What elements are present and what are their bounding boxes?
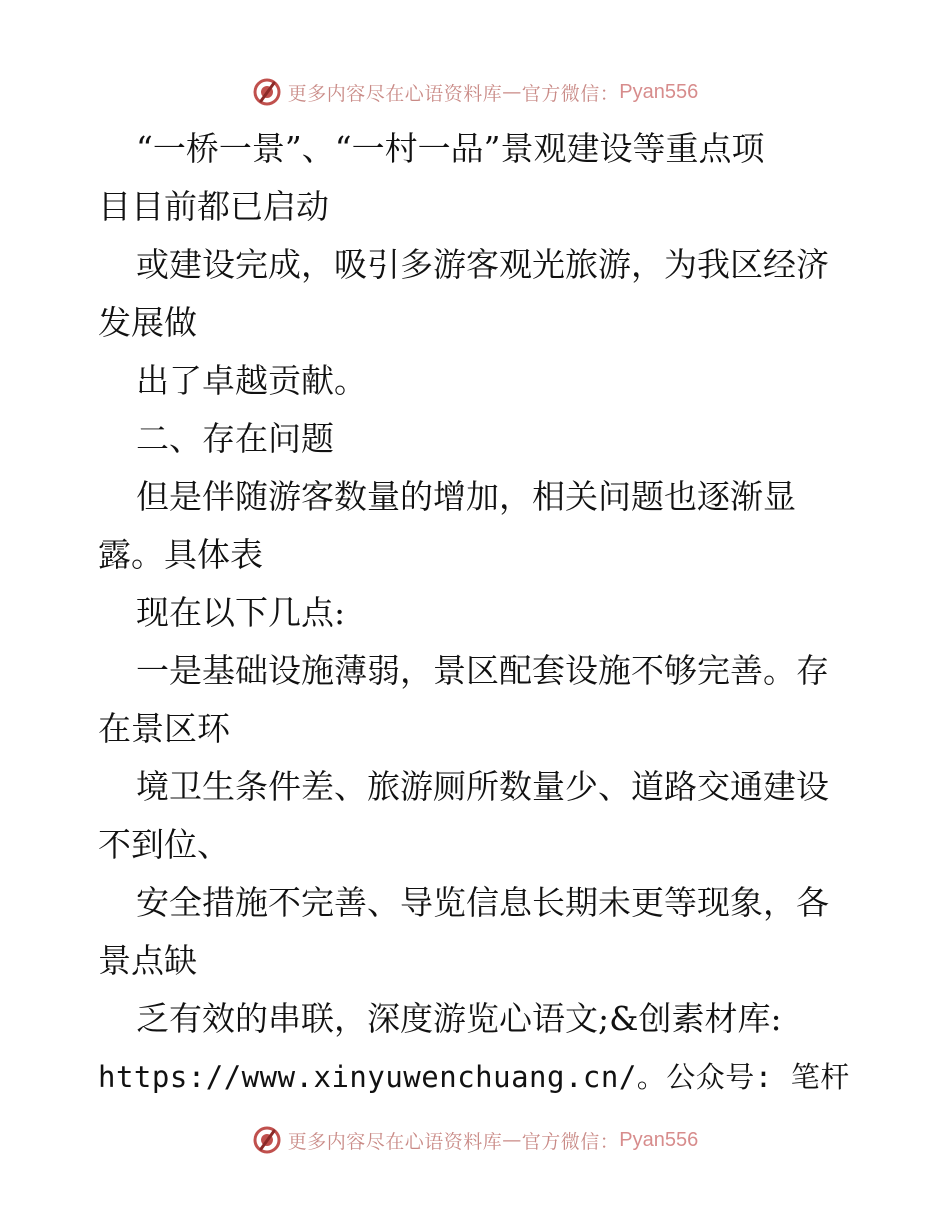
section-heading: 二、存在问题 xyxy=(136,419,334,458)
footer-watermark-banner xyxy=(0,1118,950,1162)
text-line: 或建设完成，吸引多游客观光旅游，为我区经济 xyxy=(136,245,829,284)
footer-watermark-id: Pyan556 xyxy=(619,1128,699,1151)
url-line: https://www.xinyuwenchuang.cn/。公众号: 笔杆 xyxy=(98,1060,850,1094)
footer-watermark-label: 官方微信： xyxy=(521,1130,620,1153)
pen-circle-logo-icon xyxy=(252,77,282,107)
text-line: 出了卓越贡献。 xyxy=(136,361,367,400)
text-line: 发展做 xyxy=(98,303,197,342)
footer-watermark-text: 更多内容尽在心语资料库 xyxy=(287,1130,503,1153)
text-line: “一桥一景”、“一村一品”景观建设等重点项 xyxy=(136,129,765,168)
text-line: 露。具体表 xyxy=(98,535,263,574)
text-line: 景点缺 xyxy=(98,941,197,980)
header-watermark-separator: — xyxy=(502,81,522,103)
document-body xyxy=(98,120,858,1106)
text-line: 安全措施不完善、导览信息长期未更等现象，各 xyxy=(136,883,829,922)
text-line: 现在以下几点: xyxy=(136,593,346,632)
text-line: 目目前都已启动 xyxy=(98,187,329,226)
text-line: 境卫生条件差、旅游厕所数量少、道路交通建设 xyxy=(136,767,829,806)
header-watermark-banner xyxy=(0,70,950,114)
text-line: 一是基础设施薄弱，景区配套设施不够完善。存 xyxy=(136,651,829,690)
header-watermark-id: Pyan556 xyxy=(619,80,699,103)
header-watermark-label: 官方微信： xyxy=(521,82,620,105)
pen-circle-logo-icon xyxy=(252,1125,282,1155)
text-line: 不到位、 xyxy=(98,825,230,864)
text-line: 但是伴随游客数量的增加，相关问题也逐渐显 xyxy=(136,477,796,516)
footer-watermark-separator: — xyxy=(502,1129,522,1151)
text-line: 乏有效的串联，深度游览心语文;&创素材库: xyxy=(136,999,782,1038)
text-line: 在景区环 xyxy=(98,709,230,748)
header-watermark-text: 更多内容尽在心语资料库 xyxy=(287,82,503,105)
